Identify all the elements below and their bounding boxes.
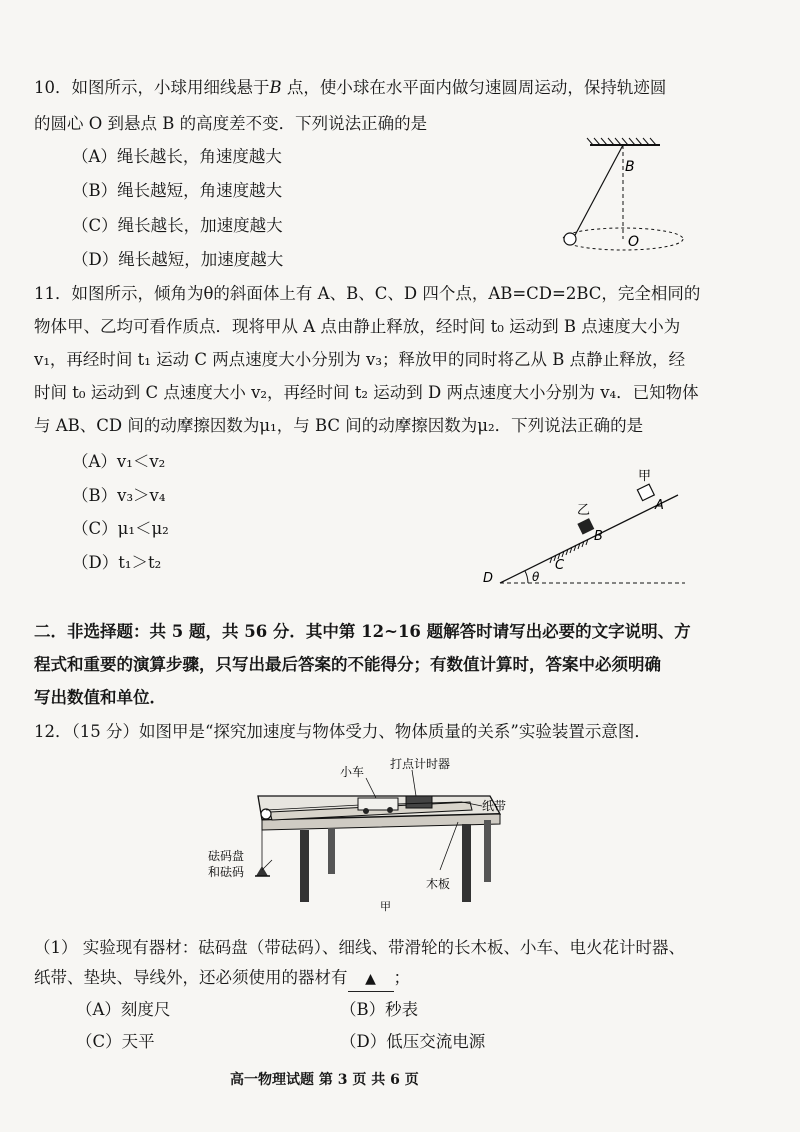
theta-arc xyxy=(525,571,528,583)
section2-heading-line1: 二．非选择题：共 5 题，共 56 分．其中第 12~16 题解答时请写出必要的文字说明、方 xyxy=(34,622,691,641)
q12-option-a: （A）刻度尺 xyxy=(76,1000,171,1019)
label-b: B xyxy=(625,159,635,175)
q11-option-d: （D）t₁＞t₂ xyxy=(72,553,162,572)
label-timer: 打点计时器 xyxy=(390,757,451,771)
label-theta: θ xyxy=(532,570,540,584)
q12-option-d: （D）低压交流电源 xyxy=(340,1032,486,1051)
q10-option-a: （A）绳长越长，角速度越大 xyxy=(72,147,282,166)
timer xyxy=(406,796,432,808)
q11-option-a: （A）v₁＜v₂ xyxy=(72,452,166,471)
answer-blank: ▲ xyxy=(348,967,394,992)
q11-stem-line2: 物体甲、乙均可看作质点．现将甲从 A 点由静止释放，经时间 t₀ 运动到 B 点速度大小为 xyxy=(34,317,681,336)
block-jia xyxy=(637,484,654,500)
q12-part1-line2: 纸带、垫块、导线外，还必须使用的器材有 ▲ ； xyxy=(34,966,410,992)
label-tape: 纸带 xyxy=(482,799,507,813)
table-leg xyxy=(328,828,335,874)
label-a: A xyxy=(655,498,664,513)
block-yi xyxy=(577,518,594,534)
q10-stem-line2: 的圆心 O 到悬点 B 的高度差不变．下列说法正确的是 xyxy=(34,114,428,133)
label-b: B xyxy=(594,529,603,544)
q10-option-d: （D）绳长越短，加速度越大 xyxy=(72,250,284,269)
q10-option-b: （B）绳长越短，角速度越大 xyxy=(72,181,283,200)
q11-option-c: （C）μ₁＜μ₂ xyxy=(72,519,169,538)
weight-hanger xyxy=(256,866,268,876)
q12-option-c: （C）天平 xyxy=(76,1032,155,1051)
q12-stem: 12．（15 分）如图甲是“探究加速度与物体受力、物体质量的关系”实验装置示意图． xyxy=(34,722,651,741)
q11-option-b: （B）v₃＞v₄ xyxy=(72,486,166,505)
q12-option-b: （B）秒表 xyxy=(340,1000,419,1019)
table-leg xyxy=(462,824,471,902)
q10-option-c: （C）绳长越长，加速度越大 xyxy=(72,216,283,235)
label-car: 小车 xyxy=(340,765,365,779)
pendulum-figure xyxy=(555,135,695,265)
label-board: 木板 xyxy=(426,877,451,891)
incline-figure xyxy=(470,462,700,592)
section2-heading-line2: 程式和重要的演算步骤，只写出最后答案的不能得分；有数值计算时，答案中必须明确 xyxy=(34,655,661,674)
label-jia: 甲 xyxy=(638,469,652,484)
figure-caption: 甲 xyxy=(380,900,391,913)
q11-stem-line5: 与 AB、CD 间的动摩擦因数为μ₁，与 BC 间的动摩擦因数为μ₂．下列说法正确的是 xyxy=(34,416,644,435)
string-line xyxy=(573,145,623,239)
label-yi: 乙 xyxy=(577,503,591,518)
ball xyxy=(564,233,576,245)
label-weights-1: 砝码盘 xyxy=(208,849,245,863)
q10-stem-line1: 10．如图所示，小球用细线悬于B 点，使小球在水平面内做匀速圆周运动，保持轨迹圆 xyxy=(34,78,667,97)
q12-part1-line1: （1） 实验现有器材：砝码盘（带砝码）、细线、带滑轮的长木板、小车、电火花计时器、 xyxy=(34,938,685,957)
label-o: O xyxy=(628,234,640,250)
section2-heading-line3: 写出数值和单位． xyxy=(34,688,166,707)
page-footer: 高一物理试题 第 3 页 共 6 页 xyxy=(230,1072,419,1088)
table-leg xyxy=(484,820,491,882)
apparatus-figure xyxy=(200,752,520,922)
label-c: C xyxy=(555,558,565,573)
label-d: D xyxy=(483,571,494,586)
q11-stem-line1: 11．如图所示，倾角为θ的斜面体上有 A、B、C、D 四个点，AB=CD=2BC，完全相同的 xyxy=(34,284,701,303)
q11-stem-line4: 时间 t₀ 运动到 C 点速度大小 v₂，再经时间 t₂ 运动到 D 两点速度大小分别为 v₄．已知物体 xyxy=(34,383,699,402)
label-weights-2: 和砝码 xyxy=(208,865,245,879)
q11-stem-line3: v₁，再经时间 t₁ 运动 C 两点速度大小分别为 v₃；释放甲的同时将乙从 B 点静止释放，经 xyxy=(34,350,686,369)
pulley xyxy=(261,809,271,819)
table-leg xyxy=(300,830,309,902)
